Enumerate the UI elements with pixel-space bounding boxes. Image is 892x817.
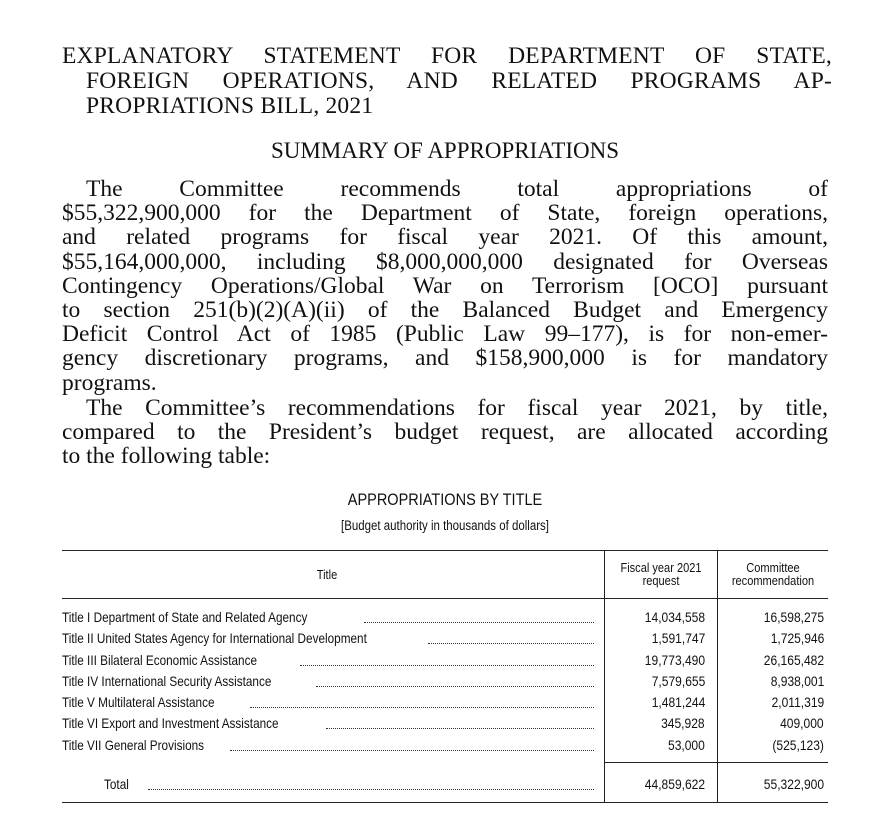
recommendation-cell: 409,000 [780, 715, 824, 731]
recommendations-paragraph [62, 396, 828, 469]
row-title [62, 607, 594, 627]
leader-dots [428, 643, 594, 644]
paragraph-line: compared to the President’s budget request, are allocated according [62, 419, 828, 446]
total-recommendation-cell: 55,322,900 [763, 776, 824, 792]
heading-line: FOREIGN OPERATIONS, AND RELATED PROGRAMS AP- [86, 68, 832, 94]
recommendation-cell: 1,725,946 [770, 630, 824, 646]
summary-heading: SUMMARY OF APPROPRIATIONS [270, 138, 620, 163]
header-line: Fiscal year 2021 [620, 560, 702, 575]
leader-dots [364, 622, 594, 623]
total-title [62, 774, 594, 794]
row-title [62, 713, 594, 733]
table-title: APPROPRIATIONS BY TITLE [347, 491, 543, 509]
row-title [62, 735, 594, 755]
request-cell: 1,481,244 [651, 694, 705, 710]
recommendation-cell: 26,165,482 [763, 652, 824, 668]
total-request-cell: 44,859,622 [644, 776, 705, 792]
row-label-text: Title VI Export and Investment Assistance [62, 715, 279, 731]
row-label-text: Title III Bilateral Economic Assistance [62, 652, 257, 668]
heading-line: PROPRIATIONS BILL, 2021 [86, 93, 374, 119]
request-cell: 345,928 [661, 715, 705, 731]
paragraph-line: Contingency Operations/Global War on Terrorism [OCO] pursuant [62, 272, 828, 299]
paragraph-line: gency discretionary programs, and $158,900,000 is for mandatory [62, 345, 828, 372]
leader-dots [148, 789, 594, 790]
col-header-request [613, 561, 708, 587]
request-cell: 7,579,655 [651, 673, 705, 689]
row-label-text: Title I Department of State and Related Agency [62, 609, 308, 625]
paragraph-line: programs. [62, 369, 157, 396]
leader-dots [250, 707, 594, 708]
col-header-title: Title [316, 567, 338, 582]
recommendation-cell: 2,011,319 [771, 694, 824, 710]
total-label: Total [104, 776, 129, 792]
leader-dots [316, 686, 594, 687]
leader-dots [326, 728, 594, 729]
leader-dots [230, 750, 594, 751]
paragraph-line: The Committee recommends total appropriations of [86, 176, 828, 202]
recommendation-cell: 16,598,275 [763, 609, 824, 625]
request-cell: 1,591,747 [651, 630, 705, 646]
request-cell: 14,034,558 [644, 609, 705, 625]
recommendation-cell: 8,938,001 [770, 673, 824, 689]
header-line: recommendation [731, 573, 815, 588]
row-label-text: Title V Multilateral Assistance [62, 694, 215, 710]
table-top-rule [62, 550, 828, 551]
row-label-text: Title IV International Security Assistance [62, 673, 272, 689]
col-header-recommendation [726, 561, 820, 587]
recommendation-cell: (525,123) [772, 737, 824, 753]
paragraph-line: The Committee’s recommendations for fiscal year 2021, by title, [86, 395, 828, 421]
paragraph-line: $55,164,000,000, including $8,000,000,000 designated for Overseas [62, 248, 828, 275]
summary-paragraph [62, 177, 828, 395]
leader-dots [300, 665, 594, 666]
row-title [62, 628, 594, 648]
paragraph-line: to the following table: [62, 443, 271, 470]
paragraph-line: Deficit Control Act of 1985 (Public Law 99–177), is for non-emer- [62, 321, 828, 348]
table-subtitle: [Budget authority in thousands of dollars] [341, 518, 549, 533]
column-divider [717, 550, 718, 802]
header-line: request [642, 573, 680, 588]
heading-line: EXPLANATORY STATEMENT FOR DEPARTMENT OF STATE, [62, 43, 832, 69]
request-cell: 19,773,490 [644, 652, 705, 668]
total-rule [604, 762, 828, 763]
row-label-text: Title II United States Agency for International Development [62, 630, 367, 646]
header-line: Committee [746, 560, 800, 575]
main-heading [62, 44, 832, 119]
paragraph-line: to section 251(b)(2)(A)(ii) of the Balanced Budget and Emergency [62, 297, 828, 324]
table-bottom-rule [62, 802, 828, 803]
paragraph-line: $55,322,900,000 for the Department of State, foreign operations, [62, 200, 828, 227]
paragraph-line: and related programs for fiscal year 2021. Of this amount, [62, 224, 828, 251]
row-title [62, 671, 594, 691]
row-title [62, 650, 594, 670]
row-title [62, 692, 594, 712]
request-cell: 53,000 [668, 737, 705, 753]
row-label-text: Title VII General Provisions [62, 737, 205, 753]
header-bottom-rule [62, 598, 828, 599]
